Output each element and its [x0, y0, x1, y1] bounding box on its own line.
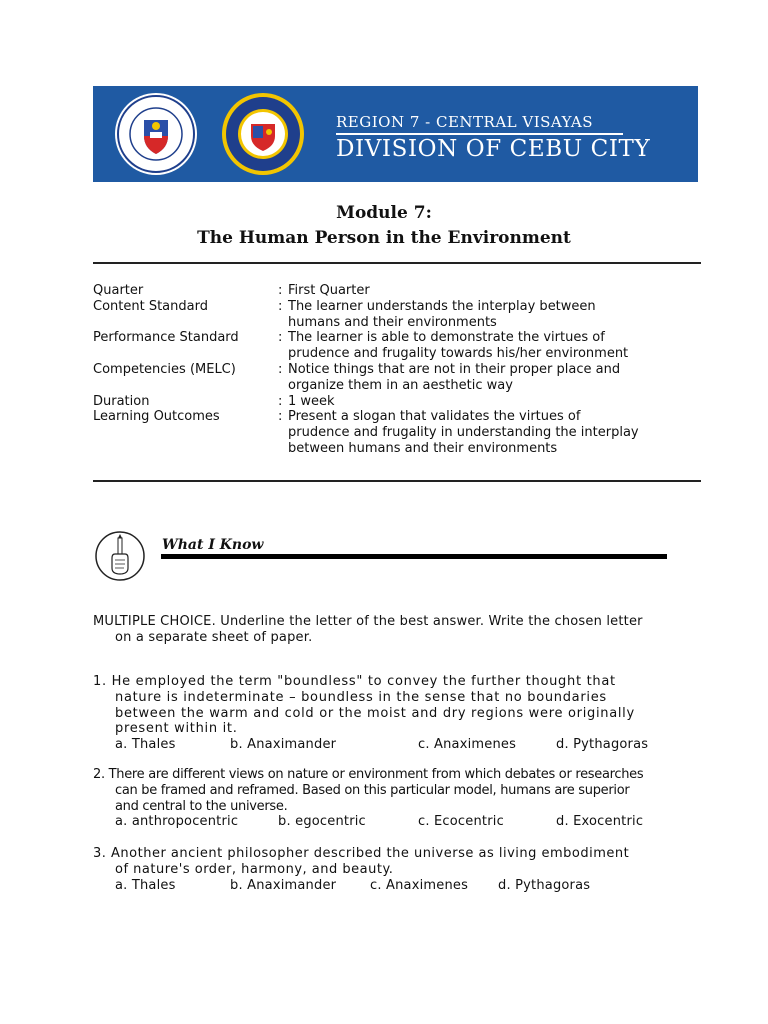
option-c[interactable]: c. Ecocentric: [418, 814, 504, 830]
module-info-table: [93, 283, 688, 457]
info-row-learning-outcomes: Learning Outcomes : Present a slogan that validates the virtues of prudence and frugality in understanding the interplay between humans and their environments: [93, 409, 688, 456]
info-value: between humans and their environments: [288, 440, 558, 456]
answer-options: [93, 878, 693, 894]
divider-top: [93, 262, 701, 264]
option-b[interactable]: b. egocentric: [278, 814, 366, 830]
info-value: The learner understands the interplay between: [288, 298, 596, 314]
cebu-division-seal-icon: [221, 92, 305, 176]
question-3: 3. Another ancient philosopher described the universe as living embodiment of nature's order, harmony, and beauty. a. Thales b. Anaximander c. Anaximenes d. Pythagoras: [93, 846, 693, 893]
info-row-duration: Duration : 1 week: [93, 394, 688, 410]
banner-divider: [336, 133, 623, 135]
section-title: What I Know: [162, 537, 264, 553]
deped-seal-icon: [114, 92, 198, 176]
option-a[interactable]: a. Thales: [115, 737, 176, 753]
question-2: 2. There are different views on nature or environment from which debates or researches can be framed and reframed. Based on this particular model, humans are superior and central to the universe. a. anthropocentric b. egocentric c. Ecocentric d. Exocentric: [93, 767, 693, 830]
info-row-content-standard: Content Standard : The learner understands the interplay between humans and their environments: [93, 299, 688, 331]
option-b[interactable]: b. Anaximander: [230, 737, 337, 753]
option-d[interactable]: d. Pythagoras: [556, 737, 649, 753]
option-a[interactable]: a. Thales: [115, 877, 176, 893]
info-label: Content Standard: [93, 298, 208, 314]
info-label: Competencies (MELC): [93, 361, 236, 377]
header-banner: [93, 86, 698, 182]
module-title: The Human Person in the Environment: [197, 228, 571, 248]
info-label: Learning Outcomes: [93, 409, 220, 425]
info-value: 1 week: [288, 393, 335, 409]
section-underline: [161, 554, 667, 559]
question-text: 3. Another ancient philosopher described the universe as living embodiment: [93, 846, 630, 861]
info-label: Performance Standard: [93, 330, 239, 346]
hand-pencil-icon: [94, 530, 146, 582]
info-row-quarter: Quarter : First Quarter: [93, 283, 688, 299]
info-value: Present a slogan that validates the virtues of: [288, 409, 581, 425]
option-d[interactable]: d. Exocentric: [556, 814, 644, 830]
info-label: Quarter: [93, 283, 144, 298]
info-value: humans and their environments: [288, 314, 497, 330]
info-row-competencies: Competencies (MELC) : Notice things that are not in their proper place and organize them in an aesthetic way: [93, 362, 688, 394]
region-label: REGION 7 - CENTRAL VISAYAS: [336, 113, 594, 131]
option-a[interactable]: a. anthropocentric: [115, 814, 239, 830]
info-value: prudence and frugality in understanding the interplay: [288, 425, 639, 441]
option-b[interactable]: b. Anaximander: [230, 877, 337, 893]
question-text: 2. There are different views on nature or environment from which debates or researches: [93, 767, 644, 782]
option-c[interactable]: c. Anaximenes: [418, 737, 517, 753]
info-value: First Quarter: [288, 283, 370, 298]
info-label: Duration: [93, 393, 150, 409]
question-text: 1. He employed the term "boundless" to convey the further thought that: [93, 674, 616, 689]
division-label: DIVISION OF CEBU CITY: [336, 136, 651, 162]
answer-options: [93, 814, 693, 830]
instructions: MULTIPLE CHOICE. Underline the letter of the best answer. Write the chosen letter on a separate sheet of paper.: [93, 614, 643, 645]
option-c[interactable]: c. Anaximenes: [370, 877, 469, 893]
info-value: organize them in an aesthetic way: [288, 377, 513, 393]
info-value: Notice things that are not in their proper place and: [288, 361, 621, 377]
info-row-performance-standard: Performance Standard : The learner is able to demonstrate the virtues of prudence and frugality towards his/her environment: [93, 330, 688, 362]
option-d[interactable]: d. Pythagoras: [498, 877, 591, 893]
divider-bottom: [93, 480, 701, 482]
question-1: 1. He employed the term "boundless" to convey the further thought that nature is indeterminate – boundless in the sense that no boundaries between the warm and cold or the moist and dry regions were originally present within it. a. Thales b. Anaximander c. Anaximenes d. Pythagoras: [93, 674, 693, 753]
info-value: The learner is able to demonstrate the virtues of: [288, 330, 605, 346]
module-number: Module 7:: [336, 203, 432, 223]
info-value: prudence and frugality towards his/her environment: [288, 346, 629, 362]
answer-options: [93, 737, 693, 753]
